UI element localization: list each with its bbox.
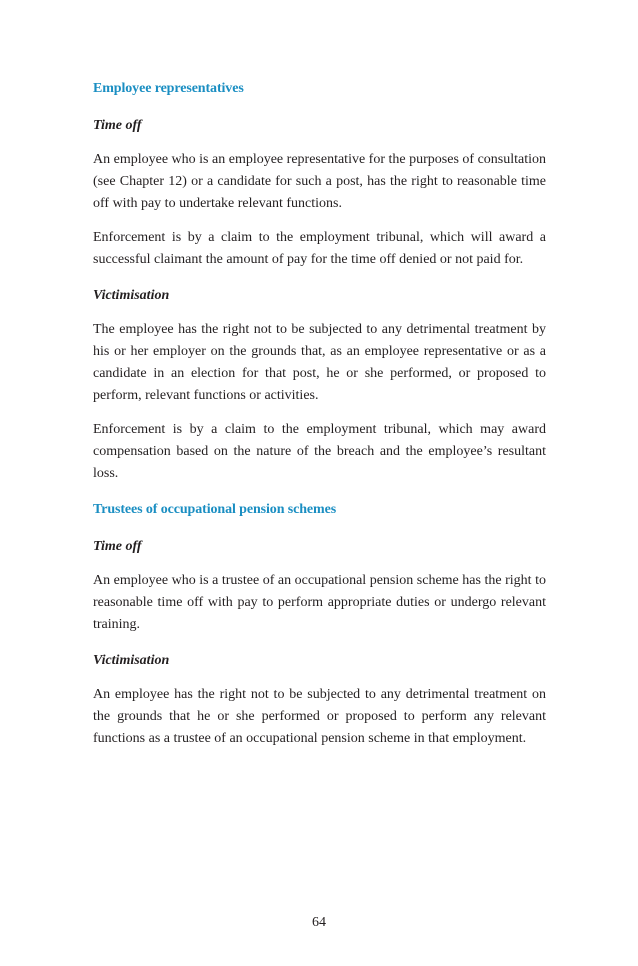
subheading-victimisation: Victimisation bbox=[93, 288, 170, 303]
paragraph: Enforcement is by a claim to the employment tribunal, which may award compensation based on the nature of the breach and the employee’s resultant loss. bbox=[93, 422, 546, 481]
subheading-time-off: Time off bbox=[93, 539, 142, 554]
paragraph: Enforcement is by a claim to the employment tribunal, which will award a successful claimant the amount of pay for the time off denied or not paid for. bbox=[93, 230, 546, 267]
subheading-time-off: Time off bbox=[93, 118, 142, 133]
paragraph: An employee who is an employee representative for the purposes of consultation (see Chapter 12) or a candidate for such a post, has the right to reasonable time off with pay to undertake relevant functions. bbox=[93, 152, 546, 211]
paragraph: An employee has the right not to be subjected to any detrimental treatment on the grounds that he or she performed or proposed to perform any relevant functions as a trustee of an occupational pension scheme in that employment. bbox=[93, 687, 546, 746]
section-heading-employee-representatives: Employee representatives bbox=[93, 81, 244, 96]
paragraph: An employee who is a trustee of an occupational pension scheme has the right to reasonable time off with pay to perform appropriate duties or undergo relevant training. bbox=[93, 573, 546, 632]
paragraph: The employee has the right not to be subjected to any detrimental treatment by his or her employer on the grounds that, as an employee representative or as a candidate in an election for that post, he or she performed, or proposed to perform, relevant functions or activities. bbox=[93, 322, 546, 403]
section-heading-trustees: Trustees of occupational pension schemes bbox=[93, 502, 337, 517]
page-content bbox=[93, 78, 546, 750]
subheading-victimisation: Victimisation bbox=[93, 653, 170, 668]
page-number: 64 bbox=[312, 915, 326, 930]
